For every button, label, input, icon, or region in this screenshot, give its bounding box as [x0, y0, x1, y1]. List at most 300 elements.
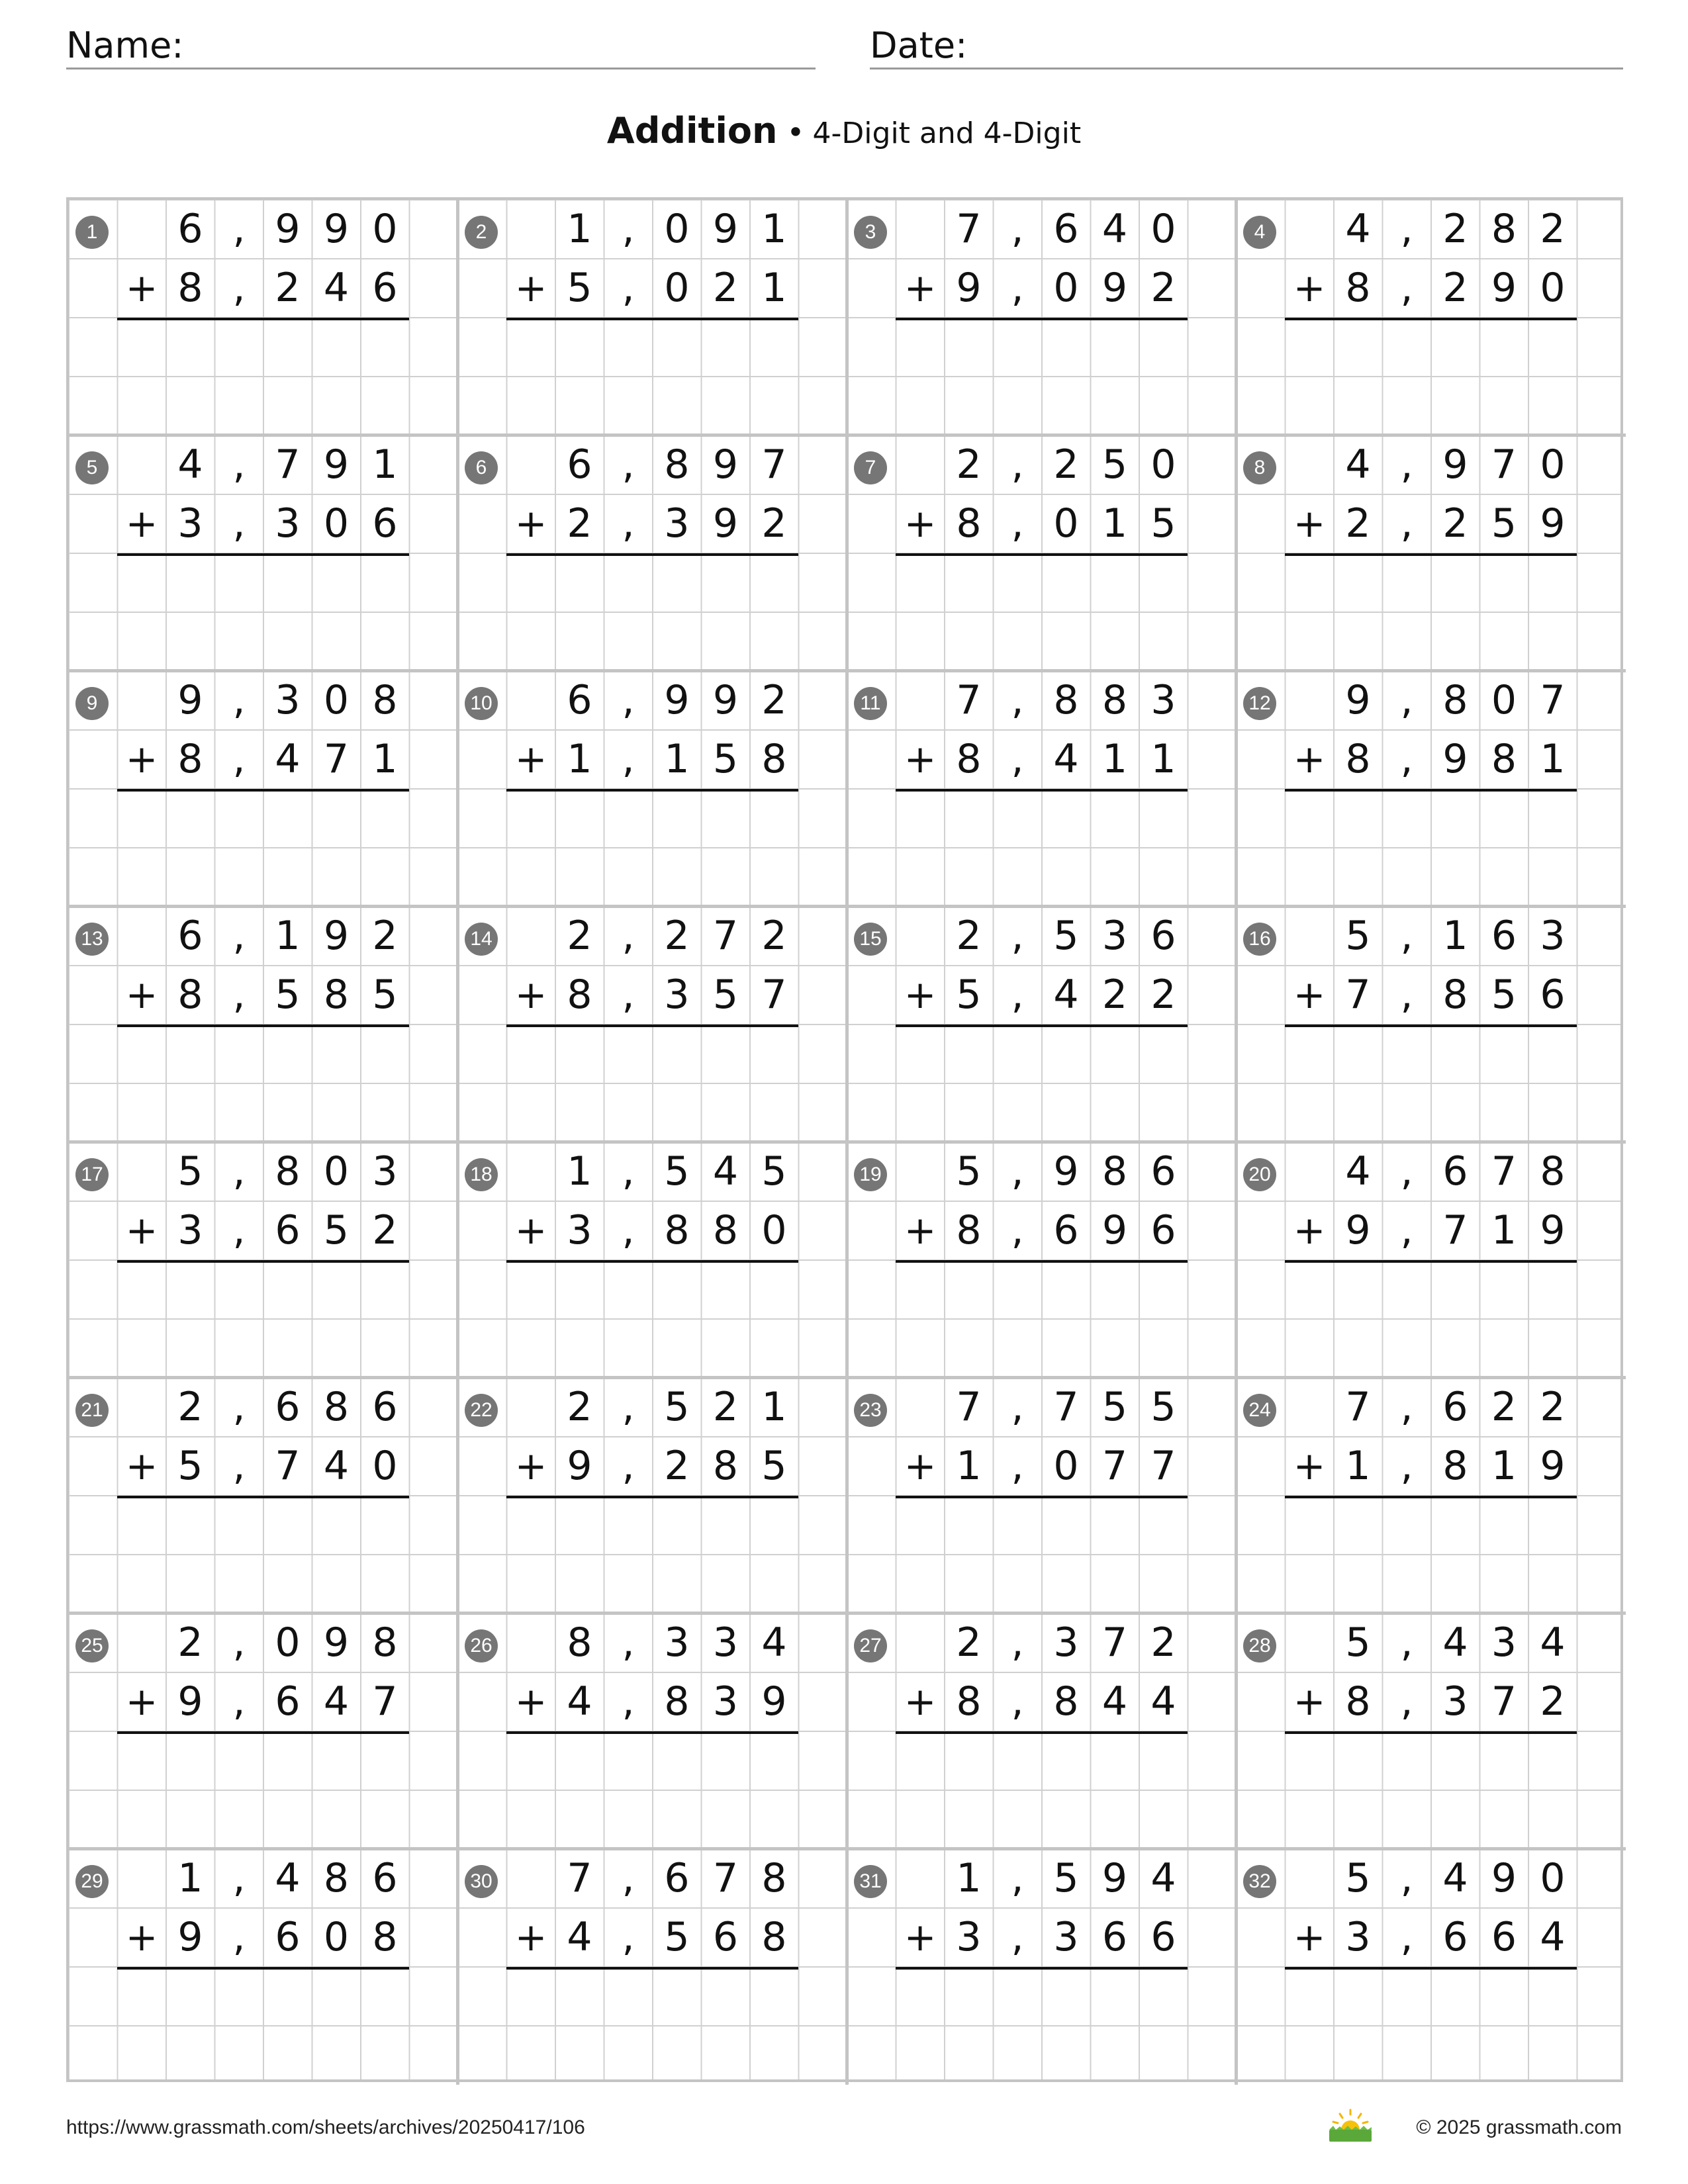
answer-area[interactable] — [1286, 553, 1577, 671]
answer-area[interactable] — [1286, 1496, 1577, 1614]
plus-sign: + — [904, 1679, 937, 1724]
top-operand-char: 0 — [372, 206, 398, 252]
plus-sign: + — [125, 501, 158, 546]
problem-number-badge: 21 — [75, 1394, 109, 1427]
top-operand-char: 9 — [323, 206, 350, 252]
top-operand-char: , — [622, 1855, 635, 1901]
top-operand-char: 7 — [1491, 1148, 1517, 1195]
top-operand-char: 5 — [664, 1384, 690, 1430]
top-operand-char: 0 — [1540, 441, 1566, 488]
top-operand-char: 2 — [664, 913, 690, 959]
top-operand-char: 3 — [712, 1619, 739, 1666]
top-operand-char: 2 — [956, 441, 982, 488]
bottom-operand-char: , — [1011, 972, 1024, 1018]
bottom-operand-char: 7 — [761, 972, 787, 1018]
plus-sign: + — [125, 1679, 158, 1724]
top-operand-char: 7 — [1491, 441, 1517, 488]
top-operand-char: 9 — [323, 913, 350, 959]
problem-block — [458, 1849, 847, 2085]
top-operand-char: 6 — [1491, 913, 1517, 959]
top-operand-char: , — [232, 1855, 246, 1901]
top-operand-char: 2 — [1491, 1384, 1517, 1430]
answer-area[interactable] — [896, 1260, 1188, 1378]
top-operand-char: 7 — [567, 1855, 592, 1901]
bottom-operand-char: 8 — [1345, 736, 1371, 782]
problem-block — [69, 1849, 458, 2085]
plus-sign: + — [1293, 501, 1326, 546]
problem-number-badge: 10 — [465, 687, 498, 720]
bottom-operand-char: 9 — [1540, 500, 1566, 547]
title-bullet: • — [786, 114, 805, 150]
bottom-operand-char: , — [622, 500, 635, 547]
problem-number-badge: 29 — [75, 1865, 109, 1898]
bottom-operand-char: 1 — [372, 736, 398, 782]
top-operand-char: 2 — [177, 1619, 203, 1666]
top-operand-char: 4 — [1345, 1148, 1371, 1195]
plus-sign: + — [514, 501, 547, 546]
answer-area[interactable] — [1286, 1260, 1577, 1378]
plus-sign: + — [125, 1915, 158, 1960]
bottom-operand-char: 3 — [1345, 1914, 1371, 1960]
title-subtitle: 4-Digit and 4-Digit — [812, 116, 1082, 150]
top-operand-char: 0 — [323, 677, 350, 723]
top-operand-char: , — [622, 913, 635, 959]
top-operand-char: 8 — [372, 1619, 398, 1666]
problem-block — [69, 1614, 458, 1849]
plus-sign: + — [514, 737, 547, 782]
bottom-operand-char: 7 — [323, 736, 350, 782]
bottom-operand-char: , — [622, 736, 635, 782]
bottom-operand-char: 8 — [761, 736, 787, 782]
bottom-operand-char: 2 — [712, 265, 739, 311]
top-operand-char: 9 — [1442, 441, 1468, 488]
bottom-operand-char: 8 — [1442, 1443, 1468, 1489]
plus-sign: + — [514, 972, 547, 1017]
top-operand-char: 6 — [372, 1855, 398, 1901]
bottom-operand-char: 5 — [664, 1914, 690, 1960]
bottom-operand-char: 1 — [1491, 1443, 1517, 1489]
top-operand-char: 5 — [1150, 1384, 1176, 1430]
problem-block — [458, 671, 847, 907]
bottom-operand-char: 7 — [1345, 972, 1371, 1018]
top-operand-char: 8 — [323, 1855, 350, 1901]
top-operand-char: 7 — [956, 677, 982, 723]
bottom-operand-char: 9 — [1540, 1443, 1566, 1489]
answer-area[interactable] — [118, 1967, 410, 2085]
plus-sign: + — [125, 1208, 158, 1253]
top-operand-char: , — [622, 1619, 635, 1666]
top-operand-char: , — [1400, 913, 1413, 959]
bottom-operand-char: 9 — [1442, 736, 1468, 782]
bottom-operand-char: 9 — [1540, 1207, 1566, 1253]
top-operand-char: 2 — [1442, 206, 1468, 252]
answer-area[interactable] — [507, 318, 799, 435]
bottom-operand-char: 9 — [712, 500, 739, 547]
bottom-operand-char: , — [1400, 1443, 1413, 1489]
top-operand-char: 2 — [1053, 441, 1079, 488]
top-operand-char: 1 — [761, 206, 787, 252]
answer-area[interactable] — [1286, 318, 1577, 435]
top-operand-char: 2 — [1540, 206, 1566, 252]
top-operand-char: 0 — [1150, 206, 1176, 252]
name-line — [66, 68, 816, 69]
top-operand-char: 5 — [1053, 913, 1079, 959]
problem-block — [1237, 671, 1626, 907]
problem-block — [847, 435, 1237, 671]
answer-area[interactable] — [507, 1024, 799, 1142]
top-operand-char: 6 — [567, 441, 592, 488]
answer-area[interactable] — [118, 1260, 410, 1378]
problem-block — [847, 907, 1237, 1142]
problem-number-badge: 27 — [854, 1629, 887, 1662]
answer-area[interactable] — [118, 1496, 410, 1614]
problem-block — [1237, 1614, 1626, 1849]
bottom-operand-char: 6 — [1540, 972, 1566, 1018]
bottom-operand-char: , — [1400, 1207, 1413, 1253]
block-divider-horizontal — [69, 1847, 1626, 1850]
bottom-operand-char: 7 — [1442, 1207, 1468, 1253]
bottom-operand-char: 9 — [761, 1678, 787, 1725]
problem-block — [847, 1849, 1237, 2085]
problem-number-badge: 22 — [465, 1394, 498, 1427]
top-operand-char: , — [1011, 1855, 1024, 1901]
top-operand-char: 7 — [1053, 1384, 1079, 1430]
problem-block — [458, 1614, 847, 1849]
bottom-operand-char: 0 — [761, 1207, 787, 1253]
answer-area[interactable] — [896, 1496, 1188, 1614]
top-operand-char: 2 — [1540, 1384, 1566, 1430]
problem-number-badge: 9 — [75, 687, 109, 720]
top-operand-char: 8 — [275, 1148, 301, 1195]
bottom-operand-char: 4 — [1053, 972, 1079, 1018]
top-operand-char: 5 — [177, 1148, 203, 1195]
top-operand-char: 7 — [1345, 1384, 1371, 1430]
answer-area[interactable] — [896, 789, 1188, 907]
top-operand-char: , — [232, 1384, 246, 1430]
top-operand-char: 6 — [177, 206, 203, 252]
bottom-operand-char: , — [1011, 1678, 1024, 1725]
bottom-operand-char: 6 — [712, 1914, 739, 1960]
problem-block — [1237, 200, 1626, 435]
answer-area[interactable] — [896, 1967, 1188, 2085]
plus-sign: + — [904, 265, 937, 310]
problem-block — [458, 200, 847, 435]
top-operand-char: 3 — [1150, 677, 1176, 723]
bottom-operand-char: 8 — [956, 500, 982, 547]
answer-area[interactable] — [896, 1024, 1188, 1142]
plus-sign: + — [1293, 1679, 1326, 1724]
problem-number-badge: 25 — [75, 1629, 109, 1662]
bottom-operand-char: 7 — [1150, 1443, 1176, 1489]
answer-area[interactable] — [896, 318, 1188, 435]
bottom-operand-char: , — [1011, 265, 1024, 311]
bottom-operand-char: 8 — [712, 1207, 739, 1253]
bottom-operand-char: 8 — [177, 972, 203, 1018]
top-operand-char: 4 — [1442, 1855, 1468, 1901]
plus-sign: + — [1293, 1443, 1326, 1488]
bottom-operand-char: 6 — [372, 500, 398, 547]
top-operand-char: 4 — [1150, 1855, 1176, 1901]
bottom-operand-char: 3 — [664, 500, 690, 547]
top-operand-char: , — [232, 1619, 246, 1666]
top-operand-char: 8 — [323, 1384, 350, 1430]
problem-number-badge: 3 — [854, 216, 887, 249]
bottom-operand-char: 0 — [323, 1914, 350, 1960]
top-operand-char: 0 — [323, 1148, 350, 1195]
problem-number-badge: 5 — [75, 451, 109, 484]
top-operand-char: 9 — [1345, 677, 1371, 723]
top-operand-char: 3 — [372, 1148, 398, 1195]
answer-area[interactable] — [507, 1260, 799, 1378]
top-operand-char: 6 — [1150, 1148, 1176, 1195]
answer-area[interactable] — [118, 553, 410, 671]
problem-block — [847, 671, 1237, 907]
problem-block — [847, 1614, 1237, 1849]
plus-sign: + — [514, 265, 547, 310]
bottom-operand-char: , — [232, 1207, 246, 1253]
bottom-operand-char: 2 — [372, 1207, 398, 1253]
bottom-operand-char: 9 — [956, 265, 982, 311]
top-operand-char: , — [1400, 206, 1413, 252]
answer-area[interactable] — [896, 1731, 1188, 1849]
top-operand-char: 5 — [1053, 1855, 1079, 1901]
top-operand-char: 9 — [664, 677, 690, 723]
bottom-operand-char: 8 — [372, 1914, 398, 1960]
top-operand-char: 6 — [1442, 1384, 1468, 1430]
bottom-operand-char: 8 — [177, 265, 203, 311]
answer-area[interactable] — [118, 1024, 410, 1142]
top-operand-char: 7 — [956, 1384, 982, 1430]
problem-number-badge: 13 — [75, 923, 109, 956]
bottom-operand-char: 1 — [1345, 1443, 1371, 1489]
bottom-operand-char: 5 — [567, 265, 592, 311]
top-operand-char: 3 — [1053, 1619, 1079, 1666]
top-operand-char: 2 — [761, 677, 787, 723]
top-operand-char: 9 — [275, 206, 301, 252]
answer-area[interactable] — [1286, 789, 1577, 907]
bottom-operand-char: 8 — [177, 736, 203, 782]
top-operand-char: 2 — [956, 913, 982, 959]
problem-block — [69, 907, 458, 1142]
bottom-operand-char: 4 — [323, 1678, 350, 1725]
top-operand-char: 2 — [956, 1619, 982, 1666]
block-divider-horizontal — [69, 1612, 1626, 1615]
top-operand-char: , — [232, 206, 246, 252]
bottom-operand-char: 7 — [1491, 1678, 1517, 1725]
bottom-operand-char: , — [622, 1443, 635, 1489]
bottom-operand-char: 5 — [177, 1443, 203, 1489]
problem-block — [69, 435, 458, 671]
bottom-operand-char: 4 — [323, 265, 350, 311]
bottom-operand-char: 4 — [1102, 1678, 1128, 1725]
top-operand-char: , — [1011, 206, 1024, 252]
bottom-operand-char: 1 — [1540, 736, 1566, 782]
problem-number-badge: 7 — [854, 451, 887, 484]
top-operand-char: , — [1011, 441, 1024, 488]
bottom-operand-char: 7 — [1102, 1443, 1128, 1489]
bottom-operand-char: 3 — [567, 1207, 592, 1253]
answer-area[interactable] — [1286, 1024, 1577, 1142]
bottom-operand-char: 0 — [1053, 1443, 1079, 1489]
bottom-operand-char: 6 — [1102, 1914, 1128, 1960]
bottom-operand-char: 3 — [177, 500, 203, 547]
footer-copyright: © 2025 grassmath.com — [1416, 2116, 1622, 2138]
problem-number-badge: 2 — [465, 216, 498, 249]
answer-area[interactable] — [507, 1496, 799, 1614]
problem-number-badge: 15 — [854, 923, 887, 956]
top-operand-char: 9 — [323, 441, 350, 488]
bottom-operand-char: 6 — [1491, 1914, 1517, 1960]
top-operand-char: 5 — [1345, 913, 1371, 959]
top-operand-char: 8 — [664, 441, 690, 488]
top-operand-char: , — [1400, 441, 1413, 488]
bottom-operand-char: , — [232, 265, 246, 311]
top-operand-char: 7 — [761, 441, 787, 488]
bottom-operand-char: 9 — [1491, 265, 1517, 311]
problem-block — [847, 1378, 1237, 1614]
top-operand-char: 4 — [1345, 206, 1371, 252]
top-operand-char: 8 — [1102, 1148, 1128, 1195]
bottom-operand-char: 9 — [567, 1443, 592, 1489]
bottom-operand-char: , — [232, 972, 246, 1018]
answer-area[interactable] — [118, 1731, 410, 1849]
bottom-operand-char: , — [1400, 1914, 1413, 1960]
problem-block — [458, 1378, 847, 1614]
bottom-operand-char: 6 — [1442, 1914, 1468, 1960]
block-divider-horizontal — [69, 1140, 1626, 1144]
problem-block — [847, 1142, 1237, 1378]
bottom-operand-char: 5 — [761, 1443, 787, 1489]
top-operand-char: 2 — [567, 913, 592, 959]
top-operand-char: 7 — [712, 913, 739, 959]
problem-number-badge: 14 — [465, 923, 498, 956]
bottom-operand-char: , — [622, 1678, 635, 1725]
answer-area[interactable] — [1286, 1967, 1577, 2085]
title-main: Addition — [606, 110, 778, 152]
plus-sign: + — [904, 1915, 937, 1960]
plus-sign: + — [125, 265, 158, 310]
answer-area[interactable] — [118, 318, 410, 435]
problem-number-badge: 8 — [1243, 451, 1276, 484]
bottom-operand-char: 5 — [1150, 500, 1176, 547]
bottom-operand-char: , — [1400, 265, 1413, 311]
bottom-operand-char: 4 — [1150, 1678, 1176, 1725]
problem-number-badge: 18 — [465, 1158, 498, 1191]
bottom-operand-char: 2 — [1150, 265, 1176, 311]
answer-area[interactable] — [118, 789, 410, 907]
bottom-operand-char: , — [622, 1207, 635, 1253]
problem-block — [69, 671, 458, 907]
date-label: Date: — [870, 24, 968, 66]
bottom-operand-char: , — [232, 1443, 246, 1489]
bottom-operand-char: 5 — [275, 972, 301, 1018]
answer-area[interactable] — [896, 553, 1188, 671]
bottom-operand-char: 6 — [1150, 1914, 1176, 1960]
top-operand-char: , — [232, 441, 246, 488]
bottom-operand-char: 8 — [323, 972, 350, 1018]
bottom-operand-char: 6 — [372, 265, 398, 311]
problem-block — [847, 200, 1237, 435]
bottom-operand-char: 2 — [664, 1443, 690, 1489]
bottom-operand-char: 3 — [1053, 1914, 1079, 1960]
bottom-operand-char: 8 — [1345, 265, 1371, 311]
top-operand-char: 3 — [275, 677, 301, 723]
answer-area[interactable] — [507, 1967, 799, 2085]
top-operand-char: 0 — [1150, 441, 1176, 488]
top-operand-char: 5 — [1102, 441, 1128, 488]
bottom-operand-char: 8 — [1345, 1678, 1371, 1725]
top-operand-char: 6 — [1150, 913, 1176, 959]
top-operand-char: 1 — [177, 1855, 203, 1901]
problem-number-badge: 30 — [465, 1865, 498, 1898]
top-operand-char: 9 — [712, 677, 739, 723]
problem-block — [69, 200, 458, 435]
top-operand-char: 4 — [1345, 441, 1371, 488]
top-operand-char: , — [622, 1384, 635, 1430]
top-operand-char: , — [232, 1148, 246, 1195]
top-operand-char: 6 — [372, 1384, 398, 1430]
answer-area[interactable] — [507, 789, 799, 907]
bottom-operand-char: 6 — [275, 1914, 301, 1960]
problem-number-badge: 4 — [1243, 216, 1276, 249]
bottom-operand-char: 5 — [956, 972, 982, 1018]
problem-number-badge: 26 — [465, 1629, 498, 1662]
bottom-operand-char: , — [1011, 1443, 1024, 1489]
answer-area[interactable] — [507, 553, 799, 671]
plus-sign: + — [514, 1208, 547, 1253]
plus-sign: + — [514, 1443, 547, 1488]
plus-sign: + — [1293, 972, 1326, 1017]
problem-number-badge: 12 — [1243, 687, 1276, 720]
block-divider-horizontal — [69, 905, 1626, 908]
top-operand-char: 6 — [275, 1384, 301, 1430]
bottom-operand-char: 3 — [177, 1207, 203, 1253]
bottom-operand-char: , — [622, 972, 635, 1018]
bottom-operand-char: , — [232, 736, 246, 782]
problem-block — [1237, 1142, 1626, 1378]
bottom-operand-char: 1 — [1150, 736, 1176, 782]
plus-sign: + — [1293, 1915, 1326, 1960]
bottom-operand-char: 9 — [177, 1914, 203, 1960]
top-operand-char: 8 — [1540, 1148, 1566, 1195]
top-operand-char: 3 — [1102, 913, 1128, 959]
bottom-operand-char: 9 — [1345, 1207, 1371, 1253]
bottom-operand-char: 4 — [275, 736, 301, 782]
bottom-operand-char: 1 — [761, 265, 787, 311]
top-operand-char: , — [1011, 1148, 1024, 1195]
bottom-operand-char: 9 — [1102, 1207, 1128, 1253]
bottom-operand-char: , — [232, 500, 246, 547]
plus-sign: + — [1293, 1208, 1326, 1253]
bottom-operand-char: 2 — [1442, 500, 1468, 547]
top-operand-char: 0 — [1540, 1855, 1566, 1901]
problem-number-badge: 6 — [465, 451, 498, 484]
problem-number-badge: 16 — [1243, 923, 1276, 956]
top-operand-char: 5 — [761, 1148, 787, 1195]
plus-sign: + — [125, 972, 158, 1017]
top-operand-char: , — [232, 677, 246, 723]
bottom-operand-char: 6 — [275, 1207, 301, 1253]
bottom-operand-char: 2 — [1102, 972, 1128, 1018]
block-divider-horizontal — [69, 433, 1626, 437]
top-operand-char: 1 — [567, 206, 592, 252]
top-operand-char: 7 — [1540, 677, 1566, 723]
answer-area[interactable] — [507, 1731, 799, 1849]
bottom-operand-char: 5 — [1491, 972, 1517, 1018]
bottom-operand-char: 8 — [956, 736, 982, 782]
answer-area[interactable] — [1286, 1731, 1577, 1849]
bottom-operand-char: 2 — [1540, 1678, 1566, 1725]
